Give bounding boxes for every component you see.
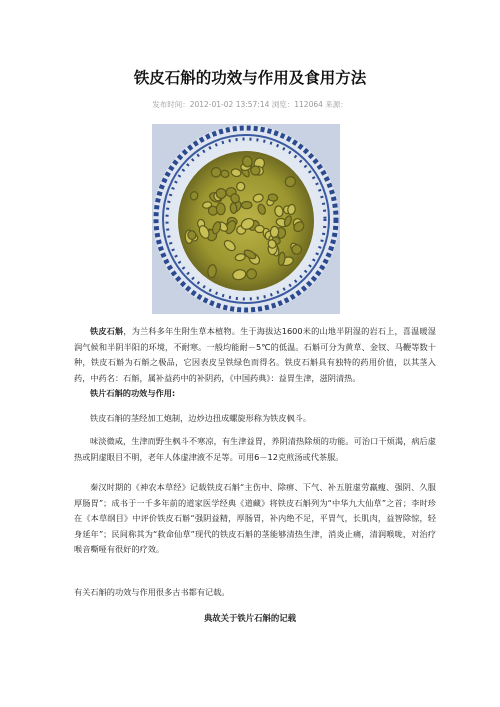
intro-text: ，为兰科多年生附生草本植物。生于海拔达1600米的山地半阴湿的岩石上，喜温暖湿润气候和半阴半阳的环境，不耐寒。一般均能耐－5℃的低温。石斛可分为黄草、金钗、马鞭等数十种，铁皮石斛为石斛之极品，它因表皮呈铁绿色而得名。铁皮石斛具有独特的药用价值，以其茎入药，中药名：石斛，属补益药中的补阴药，《中国药典》：益胃生津，滋阴清热。	[74, 326, 436, 383]
herb-spiral	[230, 203, 237, 214]
processing-paragraph: 铁皮石斛的茎经加工炮制，边炒边扭成螺旋形称为铁皮枫斗。	[90, 413, 312, 423]
intro-paragraph	[74, 324, 436, 386]
herb-spiral	[242, 202, 252, 209]
herb-photo	[152, 124, 340, 314]
herb-spiral	[270, 226, 279, 238]
history-paragraph: 秦汉时期的《神农本草经》记载铁皮石斛“主伤中、除痹、下气、补五脏虚劳羸瘦、强阴、久服厚肠胃”；成书于一千多年前的道家医学经典《道藏》将铁皮石斛列为“中华九大仙草”之首；李时珍在《本草纲目》中评价铁皮石斛“强阴益精，厚肠胃，补内绝不足，平胃气，长肌肉，益智除惊，轻身延年”；民间称其为“救命仙草”现代的铁皮石斛的茎能够清热生津，消炎止痛，清润喉咙，对治疗喉音嘶哑有很好的疗效。	[74, 482, 436, 554]
section-heading: 铁片石斛的功效与作用:	[90, 388, 176, 398]
publish-meta: 发布时间：2012-01-02 13:57:14 浏览：112064 来源：	[152, 100, 348, 109]
summary-paragraph: 有关石斛的功效与作用很多古书都有记载。	[74, 587, 230, 597]
herb-spiral	[216, 203, 225, 215]
page-title: 铁皮石斛的功效与作用及食用方法	[133, 68, 367, 87]
intro-term: 铁皮石斛	[90, 326, 124, 336]
plate-of-dendrobium-icon	[152, 124, 340, 314]
closing-heading: 典故关于铁片石斛的记载	[203, 613, 297, 623]
herb-spiral	[292, 244, 302, 254]
taste-paragraph: 味淡微咸，生津而野生枫斗不寒凉，有生津益胃，养阴清热除烦的功能。可治口干烦渴，病后虚热或阴虚眼目不明，老年人体虚津液不足等。可用6－12克煎汤或代茶服。	[74, 436, 436, 462]
